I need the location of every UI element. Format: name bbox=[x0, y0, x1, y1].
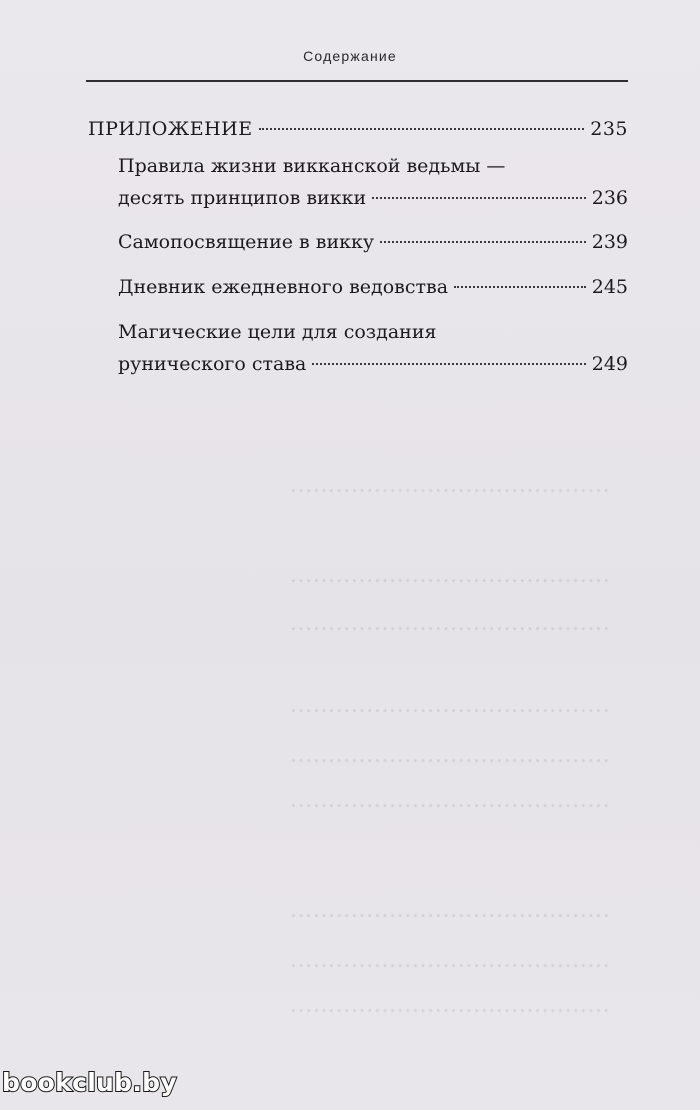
toc-page-number: 239 bbox=[591, 231, 628, 254]
toc-entry-title: Самопосвящение в викку bbox=[118, 231, 375, 254]
bleed-through-texture: .......................................... .......................................... .......................................... .......................................... .......................................... .......................................... .......................................... .......................................... .......................................... bbox=[289, 470, 610, 1018]
toc-entry-title: рунического става bbox=[118, 352, 307, 375]
toc-entry bbox=[118, 155, 628, 210]
dot-leader bbox=[259, 128, 585, 130]
toc-page-number: 235 bbox=[590, 118, 628, 140]
dot-leader bbox=[372, 197, 586, 199]
toc-entry bbox=[118, 231, 628, 254]
toc-section-title: ПРИЛОЖЕНИЕ bbox=[88, 118, 253, 140]
toc-entry-title-line: Правила жизни викканской ведьмы — bbox=[118, 154, 506, 177]
toc-page-number: 245 bbox=[591, 276, 628, 299]
toc-entry bbox=[118, 321, 628, 376]
toc-page-number: 236 bbox=[591, 186, 628, 209]
toc-entry-title: десять принципов викки bbox=[118, 186, 367, 209]
dot-leader bbox=[454, 286, 586, 288]
toc-entry-title-line: Магические цели для создания bbox=[118, 320, 437, 343]
toc-entry bbox=[118, 276, 628, 299]
dot-leader bbox=[312, 363, 585, 365]
site-watermark: bookclub.by bbox=[2, 1068, 177, 1097]
toc-page-number: 249 bbox=[591, 352, 628, 375]
table-of-contents bbox=[88, 118, 628, 398]
header-rule bbox=[86, 80, 628, 82]
toc-entry-title: Дневник ежедневного ведовства bbox=[118, 276, 449, 299]
dot-leader bbox=[380, 241, 586, 243]
toc-section-entry bbox=[88, 118, 628, 141]
running-head: Содержание bbox=[303, 48, 397, 64]
